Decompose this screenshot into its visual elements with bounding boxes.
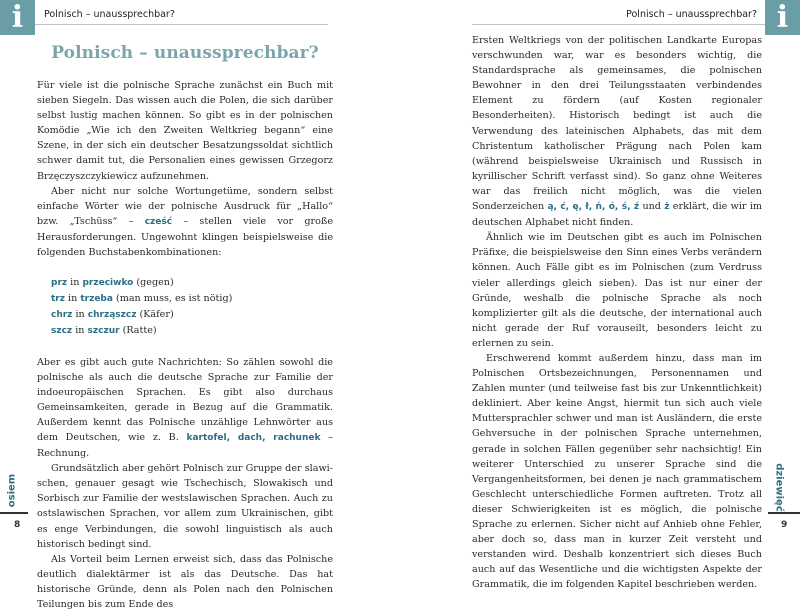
info-icon: i (765, 0, 800, 35)
right-page (400, 0, 800, 591)
chapter-title: Polnisch – unaussprechbar? (51, 43, 319, 63)
polish-word: trzeba (80, 294, 113, 305)
list-item (51, 307, 333, 323)
text: – stellen viele vor große Herausforderungen. Ungewohnt klingen beispielsweise die folgenden Buchstabenkombinationen: (37, 215, 334, 259)
body-text (472, 33, 762, 592)
paragraph (37, 355, 333, 462)
polish-word: przeciwko (82, 278, 134, 289)
polish-keyword: cześć (144, 216, 173, 227)
polish-special-characters: ą, ć, ę, ł, ń, ó, ś, ź (547, 202, 640, 213)
page-number-word: dziewięć (773, 463, 785, 512)
list-item (51, 323, 333, 339)
combo: szcz (51, 326, 73, 337)
footer-rule (768, 512, 800, 514)
polish-keyword: kartofel, dach, rachunek (186, 432, 321, 443)
page-number: 9 (781, 520, 788, 530)
text: – Rechnung. (37, 431, 333, 460)
text: und (639, 201, 665, 213)
header-divider (472, 24, 765, 25)
paragraph: Grundsätzlich aber gehört Polnisch zur Gruppe der slawischen, genauer gesagt wie Tschechisch, Slowakisch und Sorbisch zur Familie der westslawischen Sprachen. Auch zu ostslawischen Sprachen, vor allem zum Ukrainischen, gibt es enge Verbindungen, die sowohl linguistisch als auch historisch bedingt sind. (37, 463, 333, 550)
meaning: (man muss, es ist nötig) (112, 293, 233, 305)
text: erklärt, die wir im deutschen Alphabet nicht finden. (472, 201, 762, 229)
combo: chrz (51, 310, 73, 321)
paragraph: Für viele ist die polnische Sprache zunächst ein Buch mit sieben Siegeln. Das wissen auch die Polen, die sich darüber selbst lustig machen können. So gibt es in der polnischen Komödie „Wie ich den Zweiten Weltkrieg begann“ eine Szene, in der sich ein deutscher Besatzungssoldat sichtlich schwer damit tut, die Personalien eines gewissen Grzegorz Brzęczyszczykiewicz aufzunehmen. (37, 80, 333, 182)
text: Aber nicht nur solche Wortungetüme, sondern selbst einfache Wörter wie der polnische Ausdruck für „Hallo“ bzw. „Tschüss“ – (37, 185, 333, 227)
meaning: (gegen) (133, 277, 174, 289)
info-icon: i (0, 0, 35, 35)
page-number: 8 (14, 520, 21, 530)
text: in (64, 293, 81, 305)
combo: prz (51, 278, 68, 289)
header-divider (35, 24, 328, 25)
running-head: Polnisch – unaussprechbar? (626, 9, 757, 20)
combo: trz (51, 294, 65, 305)
paragraph (472, 33, 762, 230)
paragraph: Erschwerend kommt außerdem hinzu, dass man im Polnischen Ortsbezeichnungen, Personennamen und Zahlen munter (und teilweise fast bis zur Unkenntlichkeit) dekliniert. Aber keine Angst, hiermit tun sich auch viele Muttersprachler schwer und man ist Ausländern, die erste Gehversuche in der polnischen Sprache unternehmen, gerade in solchen Fällen gegenüber sehr nachsichtig! Ein weiterer Unterschied zu unserer Sprache sind die Vergangenheitsformen, bei denen je nach grammatischem Geschlecht unterschiedliche Formen auftreten. Trotz all dieser Schwierigkeiten ist es möglich, die polnische Sprache zu erlernen. Sicher nicht auf Anhieb ohne Fehler, aber doch so, dass man in kurzer Zeit versteht und verstanden wird. Deshalb konzentriert sich dieses Buch auch auf das Wesentliche und die wichtigsten Aspekte der Grammatik, die im folgenden Kapitel beschrieben werden. (472, 352, 762, 591)
left-page (0, 0, 400, 610)
footer-rule (0, 512, 28, 514)
letter-combination-list (51, 275, 333, 339)
polish-special-character: ż (664, 202, 670, 213)
list-item (51, 275, 333, 291)
polish-word: szczur (87, 326, 120, 337)
text: Aber es gibt auch gute Nachrichten: So zählen sowohl die polnische als auch die deutsche Sprache zur Familie der indoeuropäischen Sprachen. Es gibt also durchaus Gemeinsamkeiten, gerade in Bezug auf die Grammatik. Außerdem kennt das Polnische unzählige Lehnwörter aus dem Deutschen, wie z. B. (37, 356, 333, 443)
text: in (67, 277, 83, 289)
meaning: (Ratte) (119, 325, 157, 337)
meaning: (Käfer) (136, 309, 174, 321)
page-number-word: osiem (6, 473, 18, 508)
paragraph: Als Vorteil beim Lernen erweist sich, dass das Polnische deutlich dialektärmer ist als das Deutsche. Das hat historische Gründe, denn als Polen nach den Polnischen Teilungen bis zum Ende des (37, 553, 333, 610)
text: Ersten Weltkriegs von der politischen Landkarte Europas verschwunden war, war es besonders wichtig, die Standardsprache als gemeinsames, die polnischen Bewohner in den drei Teilungsstaaten verbindendes Element zu fördern (auf Kosten regionaler Besonderheiten). Historisch bedingt ist auch die Verwendung des lateinischen Alphabets, das mit dem Christentum katholischer Prägung nach Polen kam (während beispielsweise Ukrainisch und Russisch in kyrillischer Schrift verfasst sind). So ganz ohne Weiteres war das freilich nicht möglich, was die vielen Sonderzeichen (472, 35, 762, 213)
paragraph: Ähnlich wie im Deutschen gibt es auch im Polnischen Präfixe, die beispielsweise den Sinn eines Verbs verändern können. Auch Fälle gibt es im Polnischen (zum Verdruss vieler allerdings gleich sieben). Das ist nur einer der Gründe, weshalb die polnische Sprache als noch komplizierter gilt als die deutsche, der international auch nicht gerade der Ruf vorauseilt, besonders leicht zu erlernen zu sein. (472, 232, 762, 349)
body-text (37, 78, 333, 612)
text: in (72, 325, 88, 337)
paragraph (37, 184, 333, 260)
polish-word: chrząszcz (87, 310, 137, 321)
running-head: Polnisch – unaussprechbar? (44, 9, 175, 20)
text: in (72, 309, 88, 321)
list-item (51, 291, 333, 307)
